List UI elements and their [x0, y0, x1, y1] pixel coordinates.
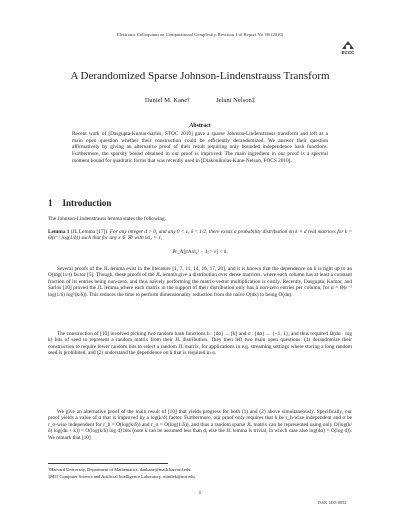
- author-1: Daniel M. Kane†: [144, 97, 191, 104]
- lemma-statement: For any integer d > 0, and any 0 < ε, δ < 1/2, there exists a probability distribution on k × d real matrices for k = Θ(ε⁻² log(1/δ)) such that for any x ∈ ℝᵈ with ‖x‖₂ = 1,: [48, 229, 352, 242]
- footnote-rule: [48, 463, 168, 464]
- eccc-logo-icon: [341, 40, 355, 49]
- section-number: 1: [48, 198, 53, 208]
- section-title: Introduction: [62, 198, 112, 208]
- paragraph-2: The construction of [10] involved picking two random hash functions h : [dα] → [k] and σ : [dα] → {−1, 1}, and thus required Ω(dα · log k) bits of seed to represent a random matrix from their JL distribution. They then left two main open questions: (1) derandomize their construction to require fewer random bits to select a random JL matrix, for applications in e.g. streaming settings where storing a long random seed is prohibited, and (2) understand the dependence on δ that is required in α.: [48, 331, 352, 357]
- lemma-block: [48, 229, 352, 242]
- author-2: Jelani Nelson‡: [216, 97, 256, 104]
- footnote-2: ‡MIT Computer Science and Artificial Intelligence Laboratory. minilek@mit.edu.: [48, 474, 196, 479]
- paper-title: A Derandomized Sparse Johnson-Lindenstrauss Transform: [70, 70, 330, 82]
- abstract-text: Recent work of [Dasgupta-Kumar-Sarlós, STOC 2010] gave a sparse Johnson-Lindenstrauss transform and left as a main open question whether their construction could be efficiently derandomized. We answer their question affirmatively by giving an alternative proof of their result requiring only bounded independence hash functions. Furthermore, the sparsity bound obtained in our proof is improved. The main ingredient in our proof is a spectral moment bound for quadratic forms that was recently used in [Diakonikolas-Kane-Nelson, FOCS 2010].: [72, 131, 328, 164]
- author-list: [0, 97, 400, 104]
- eccc-logo-label: ECCC: [341, 50, 355, 55]
- abstract-heading: Abstract: [189, 123, 211, 129]
- paragraph-1: Several proofs of the JL lemma exist in the literature [1, 7, 11, 14, 16, 17, 20], and it is known that the dependence on k is tight up to an O(log(1/ε)) factor [5]. Though, these proofs of the JL lemma give a distribution over dense matrices, where each column has at least a constant fraction of its entries being non-zero, and thus naïvely performing the matrix-vector multiplication is costly. Recently, Dasgupta, Kumar, and Sarlós [10] proved the JL lemma where each matrix in the support of their distribution only has α non-zero entries per column, for α = Θ(ε⁻¹ log(1/δ) log²(k/δ)). This reduces the time to perform dimensionality reduction from the naïve O(dk) to being O(dα).: [48, 266, 352, 298]
- lemma-equation: Pr_A[|‖Ax‖₂² − 1| > ε] < δ.: [172, 249, 228, 255]
- section-heading: [48, 198, 111, 208]
- lemma-label: Lemma 1: [48, 229, 70, 235]
- page-number: 1: [198, 490, 202, 496]
- lemma-ref: (JL Lemma [17]).: [70, 229, 109, 235]
- paragraph-3: We give an alternative proof of the main result of [10] that yields progress for both (1) and (2) above simultaneously. Specifically, our proof yields a value of α that is improved by a log(k/δ) factor. Furthermore, our proof only requires that h be r_h-wise independent and σ be r_σ-wise independent for r_h = O(log(k/δ)) and r_σ = O(log(1/δ)), and thus a random sparse JL matrix can be represented using only O(log(k/δ) log(dα + k)) = O(log(k/δ) log d) bits (note k can be assumed less than d, else the JL lemma is trivial, in which case also log(dα) = O(log d)). We remark that [10]: [48, 409, 352, 441]
- footnote-1: †Harvard University, Department of Mathematics. dankane@math.harvard.edu.: [48, 467, 192, 472]
- eccc-logo: [338, 40, 358, 55]
- intro-sentence: The Johnson-Lindenstrauss lemma states the following.: [48, 216, 166, 222]
- journal-header: Electronic Colloquium on Computational Complexity, Revision 1 of Report No. 98 (2010): [116, 32, 284, 37]
- issn: ISSN 1433-8092: [318, 500, 347, 505]
